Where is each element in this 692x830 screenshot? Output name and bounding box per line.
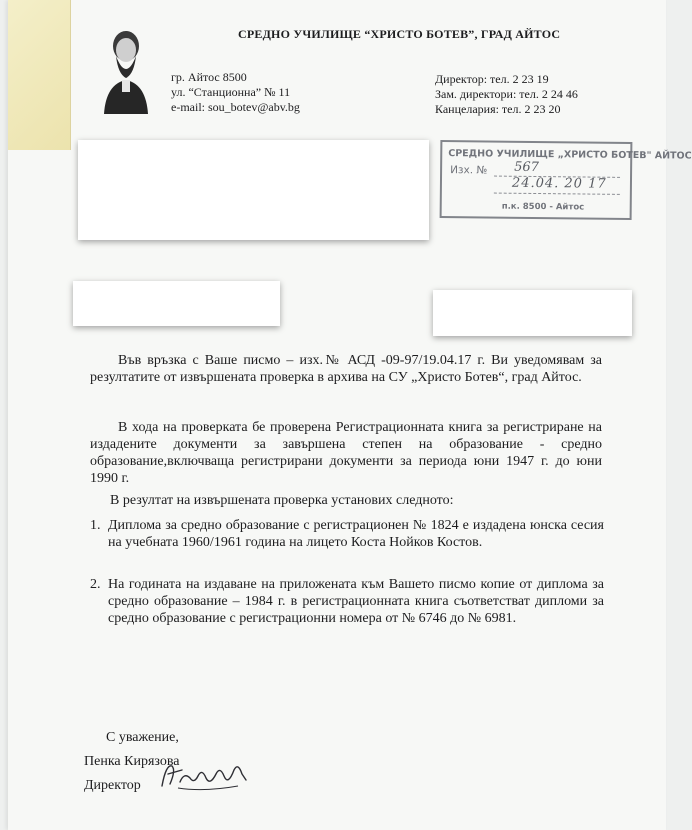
contact-line: Канцелария: тел. 2 23 20 — [435, 102, 561, 116]
contact-line: Директор: тел. 2 23 19 — [435, 72, 549, 86]
address-line: гр. Айтос 8500 — [171, 70, 247, 84]
paragraph-result: В резултат на извършената проверка установих следното: — [110, 493, 454, 508]
list-item — [90, 517, 604, 551]
redacted-block-left — [73, 281, 280, 326]
school-name: СРЕДНО УЧИЛИЩЕ “ХРИСТО БОТЕВ”, ГРАД АЙТОС — [238, 27, 561, 41]
closing-regards: С уважение, — [106, 730, 179, 745]
redacted-block-right — [433, 290, 632, 336]
address-line: ул. “Станционна” № 11 — [171, 85, 291, 99]
handwritten-signature — [158, 756, 250, 796]
school-patron-portrait — [100, 22, 152, 114]
list-text: На годината на издаване на приложената към Вашето писмо копие от диплома за средно образование – 1984 г. в регистрационната книга съответстват дипломи за средно образование с регистрационни номера от № 6746 до № 6981. — [108, 577, 604, 626]
registration-stamp — [440, 140, 692, 220]
email-line: e-mail: sou_botev@abv.bg — [171, 100, 300, 114]
stamp-title: СРЕДНО УЧИЛИЩЕ „ХРИСТО БОТЕВ" АЙТОС — [448, 148, 692, 162]
paragraph-check: В хода на проверката бе проверена Регистрационната книга за регистриране на издадените документи за завършена степен на образование - средно образование,включваща регистрирани документи за периода юни 1947 г. до юни 1990 г. — [90, 420, 602, 486]
contact-line: Зам. директори: тел. 2 24 46 — [435, 87, 578, 101]
paragraph-reference: Във връзка с Ваше писмо – изх.№ АСД -09-97/19.04.17 г. Ви уведомявам за резултатите от извършената проверка в архива на СУ „Христо Ботев“, град Айтос. — [90, 353, 602, 385]
list-number: 2. — [90, 577, 101, 592]
address-block — [171, 70, 300, 115]
sticky-note — [8, 0, 71, 150]
stamp-number-value: 567 — [514, 159, 540, 176]
list-text: Диплома за средно образование с регистрационен № 1824 е издадена юнска сесия на учебната 1960/1961 година на лицето Коста Нойков Костов. — [108, 518, 604, 550]
list-item — [90, 576, 604, 627]
stamp-postal: п.к. 8500 - Айтос — [501, 201, 585, 213]
stamp-number-label: Изх. № — [450, 164, 488, 177]
letter-page — [8, 0, 692, 830]
signatory-title: Директор — [84, 778, 141, 793]
signatory-name: Пенка Кирязова — [84, 754, 180, 769]
list-number: 1. — [90, 518, 101, 533]
stamp-date: 24.04. 20 17 — [511, 175, 607, 192]
contacts-block — [435, 72, 578, 117]
redacted-block-recipient — [78, 140, 429, 240]
